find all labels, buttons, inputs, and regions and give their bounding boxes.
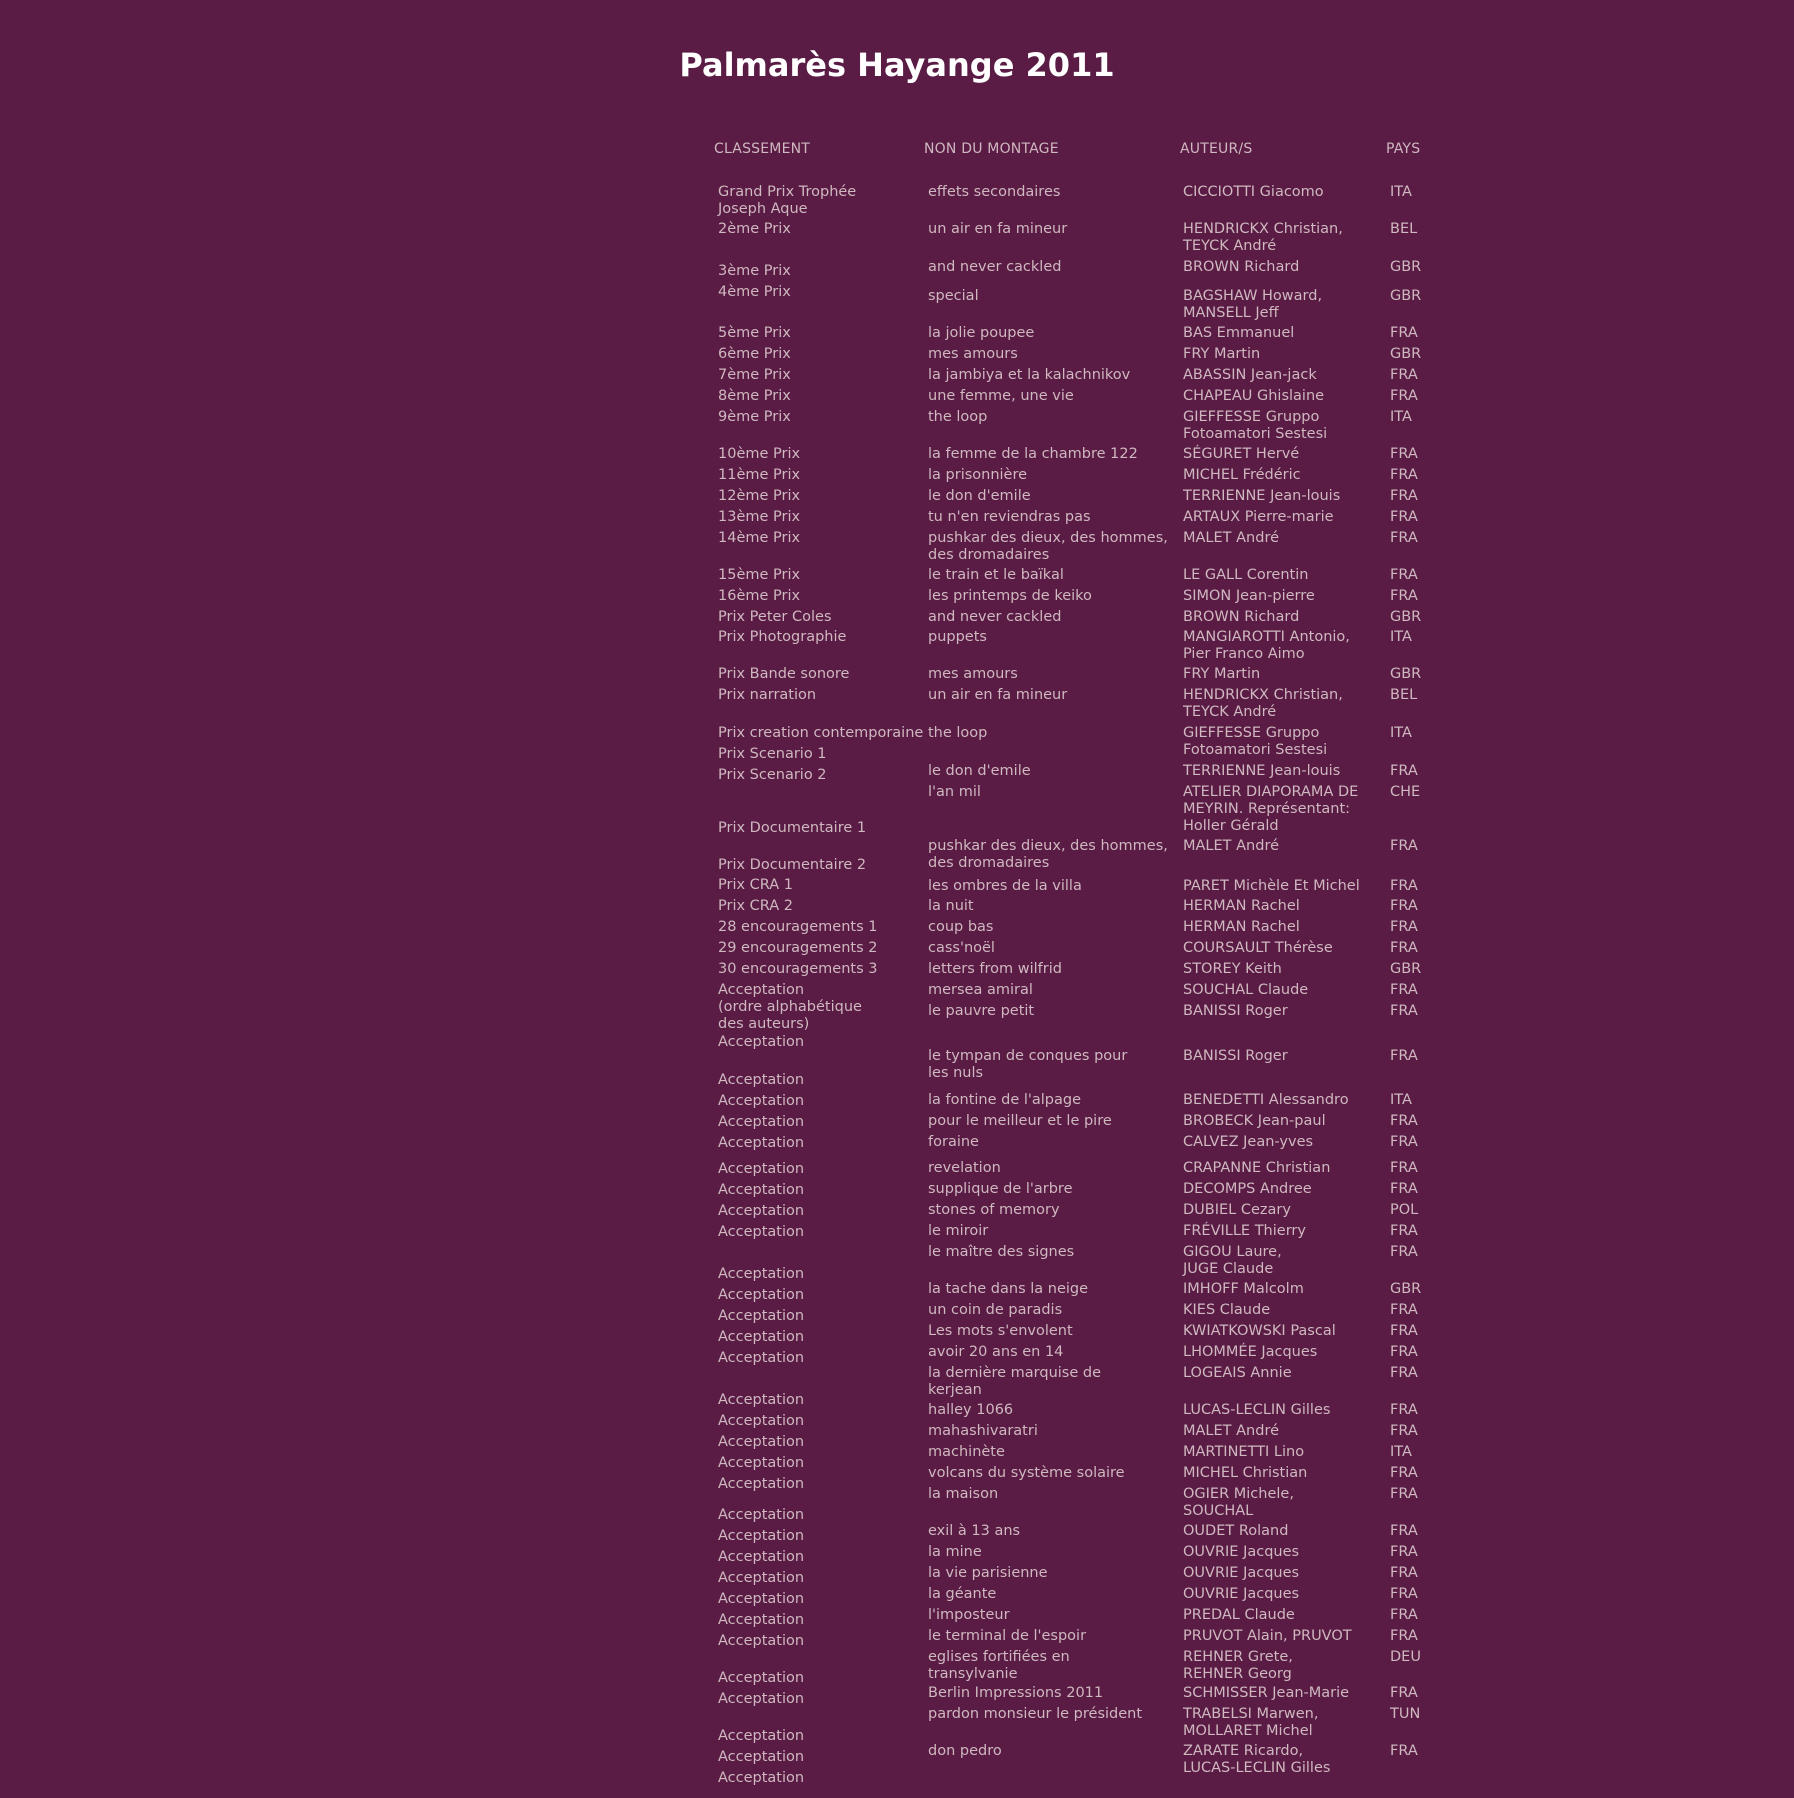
montage-cell: avoir 20 ans en 14 (928, 1344, 1064, 1360)
auteurs-cell: BENEDETTI Alessandro (1183, 1092, 1349, 1108)
auteurs-cell: LE GALL Corentin (1183, 567, 1309, 583)
auteurs-cell: MICHEL Frédéric (1183, 467, 1301, 483)
pays-cell: FRA (1390, 1685, 1418, 1701)
montage-cell: pushkar des dieux, des hommes, des dromadaires (928, 530, 1168, 563)
pays-cell: ITA (1390, 184, 1412, 200)
pays-cell: FRA (1390, 1607, 1418, 1623)
auteurs-cell: COURSAULT Thérèse (1183, 940, 1333, 956)
auteurs-cell: BROBECK Jean-paul (1183, 1113, 1326, 1129)
pays-cell: FRA (1390, 588, 1418, 604)
pays-cell: FRA (1390, 1402, 1418, 1418)
classement-cell: Acceptation (718, 1570, 805, 1586)
auteurs-cell: CICCIOTTI Giacomo (1183, 184, 1324, 200)
classement-cell: Acceptation (718, 1329, 805, 1345)
auteurs-cell: LUCAS-LECLIN Gilles (1183, 1402, 1331, 1418)
auteurs-cell: MALET André (1183, 1423, 1280, 1439)
pays-cell: FRA (1390, 1565, 1418, 1581)
classement-cell: Prix narration (718, 687, 817, 703)
pays-cell: FRA (1390, 530, 1418, 546)
auteurs-cell: HENDRICKX Christian, TEYCK André (1183, 687, 1343, 720)
auteurs-cell: BAS Emmanuel (1183, 325, 1295, 341)
auteurs-cell: LOGEAIS Annie (1183, 1365, 1292, 1381)
header-classement: CLASSEMENT (714, 141, 811, 157)
auteurs-cell: KWIATKOWSKI Pascal (1183, 1323, 1336, 1339)
pays-cell: FRA (1390, 1048, 1418, 1064)
pays-cell: GBR (1390, 666, 1422, 682)
montage-cell: exil à 13 ans (928, 1523, 1021, 1539)
classement-cell: Grand Prix Trophée Joseph Aque (718, 184, 857, 217)
pays-cell: GBR (1390, 288, 1422, 304)
classement-cell: 30 encouragements 3 (718, 961, 878, 977)
classement-cell: 11ème Prix (718, 467, 801, 483)
auteurs-cell: SIMON Jean-pierre (1183, 588, 1315, 604)
auteurs-cell: OUVRIE Jacques (1183, 1544, 1300, 1560)
montage-cell: le maître des signes (928, 1244, 1075, 1260)
classement-cell: 28 encouragements 1 (718, 919, 878, 935)
montage-cell: la prisonnière (928, 467, 1028, 483)
classement-cell: Prix creation contemporaine (718, 725, 924, 741)
montage-cell: le don d'emile (928, 763, 1031, 779)
classement-cell: Acceptation (718, 1114, 805, 1130)
auteurs-cell: MALET André (1183, 838, 1280, 854)
classement-cell: Acceptation (718, 1728, 805, 1744)
pays-cell: ITA (1390, 409, 1412, 425)
montage-cell: machinète (928, 1444, 1005, 1460)
auteurs-cell: LHOMMÉE Jacques (1183, 1344, 1318, 1360)
montage-cell: special (928, 288, 979, 304)
montage-cell: foraine (928, 1134, 979, 1150)
classement-cell: Acceptation (718, 1591, 805, 1607)
classement-cell: Acceptation (718, 1770, 805, 1786)
auteurs-cell: ABASSIN Jean-jack (1183, 367, 1317, 383)
auteurs-cell: MANGIAROTTI Antonio, Pier Franco Aimo (1183, 629, 1350, 662)
pays-cell: FRA (1390, 1003, 1418, 1019)
montage-cell: pardon monsieur le président (928, 1706, 1143, 1722)
montage-cell: halley 1066 (928, 1402, 1014, 1418)
pays-cell: FRA (1390, 1160, 1418, 1176)
classement-cell: Acceptation (718, 1224, 805, 1240)
classement-cell: Prix CRA 1 (718, 877, 794, 893)
auteurs-cell: SOUCHAL Claude (1183, 982, 1309, 998)
montage-cell: and never cackled (928, 259, 1062, 275)
pays-cell: GBR (1390, 346, 1422, 362)
pays-cell: ITA (1390, 629, 1412, 645)
auteurs-cell: PRUVOT Alain, PRUVOT (1183, 1628, 1352, 1644)
montage-cell: Les mots s'envolent (928, 1323, 1073, 1339)
pays-cell: BEL (1390, 221, 1418, 237)
classement-cell: 13ème Prix (718, 509, 801, 525)
pays-cell: ITA (1390, 1092, 1412, 1108)
montage-cell: l'an mil (928, 784, 981, 800)
classement-cell: 29 encouragements 2 (718, 940, 878, 956)
classement-cell: Prix Documentaire 1 (718, 820, 867, 836)
auteurs-cell: ARTAUX Pierre-marie (1183, 509, 1334, 525)
auteurs-cell: BANISSI Roger (1183, 1048, 1288, 1064)
montage-cell: cass'noël (928, 940, 995, 956)
classement-cell: Acceptation (718, 1612, 805, 1628)
auteurs-cell: FRÉVILLE Thierry (1183, 1223, 1306, 1239)
auteurs-cell: REHNER Grete, REHNER Georg (1183, 1649, 1293, 1682)
pays-cell: FRA (1390, 838, 1418, 854)
auteurs-cell: MALET André (1183, 530, 1280, 546)
montage-cell: the loop (928, 409, 988, 425)
auteurs-cell: GIEFFESSE Gruppo Fotoamatori Sestesi (1183, 409, 1328, 442)
pays-cell: FRA (1390, 1244, 1418, 1260)
auteurs-cell: TERRIENNE Jean-louis (1183, 763, 1341, 779)
auteurs-cell: STOREY Keith (1183, 961, 1282, 977)
montage-cell: les printemps de keiko (928, 588, 1092, 604)
montage-cell: la maison (928, 1486, 999, 1502)
header-pays: PAYS (1386, 141, 1421, 157)
classement-cell: 4ème Prix (718, 284, 791, 300)
auteurs-cell: FRY Martin (1183, 666, 1261, 682)
classement-cell: Acceptation (718, 1670, 805, 1686)
classement-cell: Acceptation (718, 1476, 805, 1492)
montage-cell: effets secondaires (928, 184, 1061, 200)
montage-cell: un coin de paradis (928, 1302, 1063, 1318)
classement-cell: Acceptation (718, 1549, 805, 1565)
montage-cell: puppets (928, 629, 987, 645)
classement-cell: Acceptation (ordre alphabétique des auteurs) (718, 982, 862, 1032)
auteurs-cell: HERMAN Rachel (1183, 898, 1300, 914)
auteurs-cell: BROWN Richard (1183, 609, 1300, 625)
classement-cell: Acceptation (718, 1507, 805, 1523)
montage-cell: stones of memory (928, 1202, 1060, 1218)
montage-cell: don pedro (928, 1743, 1002, 1759)
montage-cell: mersea amiral (928, 982, 1033, 998)
montage-cell: revelation (928, 1160, 1001, 1176)
pays-cell: FRA (1390, 898, 1418, 914)
montage-cell: la jolie poupee (928, 325, 1035, 341)
pays-cell: FRA (1390, 1113, 1418, 1129)
auteurs-cell: OGIER Michele, SOUCHAL (1183, 1486, 1294, 1519)
classement-cell: Acceptation (718, 1182, 805, 1198)
auteurs-cell: PARET Michèle Et Michel (1183, 878, 1360, 894)
montage-cell: mes amours (928, 666, 1018, 682)
classement-cell: Acceptation (718, 1203, 805, 1219)
classement-cell: 5ème Prix (718, 325, 791, 341)
classement-cell: 2ème Prix (718, 221, 791, 237)
montage-cell: le tympan de conques pour les nuls (928, 1048, 1128, 1081)
montage-cell: l'imposteur (928, 1607, 1010, 1623)
montage-cell: Berlin Impressions 2011 (928, 1685, 1104, 1701)
classement-cell: Acceptation (718, 1308, 805, 1324)
classement-cell: 14ème Prix (718, 530, 801, 546)
classement-cell: Acceptation (718, 1691, 805, 1707)
montage-cell: la tache dans la neige (928, 1281, 1089, 1297)
classement-cell: Prix Photographie (718, 629, 847, 645)
pays-cell: FRA (1390, 446, 1418, 462)
montage-cell: la femme de la chambre 122 (928, 446, 1138, 462)
classement-cell: 3ème Prix (718, 263, 791, 279)
classement-cell: Acceptation (718, 1350, 805, 1366)
pays-cell: FRA (1390, 1134, 1418, 1150)
pays-cell: GBR (1390, 961, 1422, 977)
classement-cell: Acceptation (718, 1287, 805, 1303)
classement-cell: Acceptation (718, 1528, 805, 1544)
classement-cell: 8ème Prix (718, 388, 791, 404)
auteurs-cell: MARTINETTI Lino (1183, 1444, 1305, 1460)
pays-cell: FRA (1390, 325, 1418, 341)
pays-cell: ITA (1390, 725, 1412, 741)
auteurs-cell: MICHEL Christian (1183, 1465, 1308, 1481)
classement-cell: Acceptation (718, 1455, 805, 1471)
classement-cell: Acceptation (718, 1135, 805, 1151)
montage-cell: les ombres de la villa (928, 878, 1082, 894)
montage-cell: le pauvre petit (928, 1003, 1035, 1019)
header-auteurs: AUTEUR/S (1180, 141, 1253, 157)
montage-cell: la jambiya et la kalachnikov (928, 367, 1131, 383)
pays-cell: FRA (1390, 1365, 1418, 1381)
auteurs-cell: BROWN Richard (1183, 259, 1300, 275)
auteurs-cell: SCHMISSER Jean-Marie (1183, 1685, 1350, 1701)
pays-cell: FRA (1390, 763, 1418, 779)
pays-cell: ITA (1390, 1444, 1412, 1460)
auteurs-cell: ZARATE Ricardo, LUCAS-LECLIN Gilles (1183, 1743, 1331, 1776)
montage-cell: coup bas (928, 919, 994, 935)
header-montage: NON DU MONTAGE (924, 141, 1059, 157)
montage-cell: le miroir (928, 1223, 989, 1239)
classement-cell: Acceptation (718, 1434, 805, 1450)
classement-cell: Prix Scenario 1 (718, 746, 827, 762)
classement-cell: 16ème Prix (718, 588, 801, 604)
classement-cell: 10ème Prix (718, 446, 801, 462)
auteurs-cell: GIEFFESSE Gruppo Fotoamatori Sestesi (1183, 725, 1328, 758)
auteurs-cell: GIGOU Laure, JUGE Claude (1183, 1244, 1282, 1277)
pays-cell: FRA (1390, 940, 1418, 956)
auteurs-cell: OUVRIE Jacques (1183, 1586, 1300, 1602)
pays-cell: FRA (1390, 367, 1418, 383)
montage-cell: tu n'en reviendras pas (928, 509, 1091, 525)
auteurs-cell: DECOMPS Andree (1183, 1181, 1312, 1197)
auteurs-cell: ATELIER DIAPORAMA DE MEYRIN. Représentant: Holler Gérald (1183, 784, 1359, 834)
classement-cell: 15ème Prix (718, 567, 801, 583)
classement-cell: Acceptation (718, 1413, 805, 1429)
montage-cell: eglises fortifiées en transylvanie (928, 1649, 1070, 1682)
pays-cell: GBR (1390, 1281, 1422, 1297)
auteurs-cell: BANISSI Roger (1183, 1003, 1288, 1019)
pays-cell: FRA (1390, 982, 1418, 998)
pays-cell: FRA (1390, 1586, 1418, 1602)
auteurs-cell: KIES Claude (1183, 1302, 1271, 1318)
classement-cell: Prix Peter Coles (718, 609, 832, 625)
pays-cell: FRA (1390, 1743, 1418, 1759)
classement-cell: 12ème Prix (718, 488, 801, 504)
montage-cell: the loop (928, 725, 988, 741)
montage-cell: la vie parisienne (928, 1565, 1048, 1581)
montage-cell: mes amours (928, 346, 1018, 362)
montage-cell: mahashivaratri (928, 1423, 1038, 1439)
montage-cell: la fontine de l'alpage (928, 1092, 1082, 1108)
pays-cell: DEU (1390, 1649, 1421, 1665)
montage-cell: le train et le baïkal (928, 567, 1064, 583)
montage-cell: supplique de l'arbre (928, 1181, 1073, 1197)
pays-cell: FRA (1390, 1465, 1418, 1481)
auteurs-cell: IMHOFF Malcolm (1183, 1281, 1304, 1297)
classement-cell: Acceptation (718, 1034, 805, 1050)
pays-cell: FRA (1390, 1523, 1418, 1539)
montage-cell: un air en fa mineur (928, 221, 1068, 237)
auteurs-cell: BAGSHAW Howard, MANSELL Jeff (1183, 288, 1323, 321)
pays-cell: FRA (1390, 1323, 1418, 1339)
classement-cell: Prix Scenario 2 (718, 767, 827, 783)
pays-cell: POL (1390, 1202, 1419, 1218)
pays-cell: GBR (1390, 609, 1422, 625)
auteurs-cell: PREDAL Claude (1183, 1607, 1295, 1623)
montage-cell: letters from wilfrid (928, 961, 1062, 977)
pays-cell: FRA (1390, 1486, 1418, 1502)
auteurs-cell: CRAPANNE Christian (1183, 1160, 1331, 1176)
classement-cell: 6ème Prix (718, 346, 791, 362)
pays-cell: FRA (1390, 1181, 1418, 1197)
pays-cell: FRA (1390, 567, 1418, 583)
pays-cell: FRA (1390, 388, 1418, 404)
auteurs-cell: CALVEZ Jean-yves (1183, 1134, 1314, 1150)
pays-cell: FRA (1390, 919, 1418, 935)
classement-cell: Acceptation (718, 1749, 805, 1765)
pays-cell: GBR (1390, 259, 1422, 275)
montage-cell: and never cackled (928, 609, 1062, 625)
auteurs-cell: OUDET Roland (1183, 1523, 1289, 1539)
auteurs-cell: HENDRICKX Christian, TEYCK André (1183, 221, 1343, 254)
classement-cell: Acceptation (718, 1072, 805, 1088)
classement-cell: Acceptation (718, 1266, 805, 1282)
montage-cell: une femme, une vie (928, 388, 1074, 404)
pays-cell: FRA (1390, 1628, 1418, 1644)
page-title: Palmarès Hayange 2011 (679, 46, 1115, 84)
auteurs-cell: OUVRIE Jacques (1183, 1565, 1300, 1581)
classement-cell: 7ème Prix (718, 367, 791, 383)
pays-cell: FRA (1390, 1302, 1418, 1318)
pays-cell: FRA (1390, 878, 1418, 894)
montage-cell: un air en fa mineur (928, 687, 1068, 703)
auteurs-cell: TERRIENNE Jean-louis (1183, 488, 1341, 504)
pays-cell: FRA (1390, 1423, 1418, 1439)
montage-cell: la dernière marquise de kerjean (928, 1365, 1102, 1398)
pays-cell: FRA (1390, 1223, 1418, 1239)
montage-cell: la nuit (928, 898, 974, 914)
classement-cell: Acceptation (718, 1093, 805, 1109)
auteurs-cell: SÉGURET Hervé (1183, 446, 1300, 462)
montage-cell: pour le meilleur et le pire (928, 1113, 1112, 1129)
classement-cell: Prix CRA 2 (718, 898, 794, 914)
pays-cell: FRA (1390, 509, 1418, 525)
montage-cell: la mine (928, 1544, 982, 1560)
auteurs-cell: FRY Martin (1183, 346, 1261, 362)
classement-cell: Acceptation (718, 1161, 805, 1177)
classement-cell: 9ème Prix (718, 409, 791, 425)
pays-cell: FRA (1390, 488, 1418, 504)
pays-cell: FRA (1390, 467, 1418, 483)
classement-cell: Prix Documentaire 2 (718, 857, 867, 873)
montage-cell: pushkar des dieux, des hommes, des dromadaires (928, 838, 1168, 871)
pays-cell: BEL (1390, 687, 1418, 703)
montage-cell: volcans du système solaire (928, 1465, 1125, 1481)
montage-cell: le terminal de l'espoir (928, 1628, 1087, 1644)
classement-cell: Acceptation (718, 1633, 805, 1649)
montage-cell: le don d'emile (928, 488, 1031, 504)
auteurs-cell: CHAPEAU Ghislaine (1183, 388, 1325, 404)
classement-cell: Acceptation (718, 1392, 805, 1408)
auteurs-cell: DUBIEL Cezary (1183, 1202, 1291, 1218)
pays-cell: CHE (1390, 784, 1421, 800)
montage-cell: la géante (928, 1586, 997, 1602)
pays-cell: FRA (1390, 1544, 1418, 1560)
pays-cell: FRA (1390, 1344, 1418, 1360)
pays-cell: TUN (1390, 1706, 1421, 1722)
auteurs-cell: TRABELSI Marwen, MOLLARET Michel (1183, 1706, 1319, 1739)
auteurs-cell: HERMAN Rachel (1183, 919, 1300, 935)
classement-cell: Prix Bande sonore (718, 666, 850, 682)
